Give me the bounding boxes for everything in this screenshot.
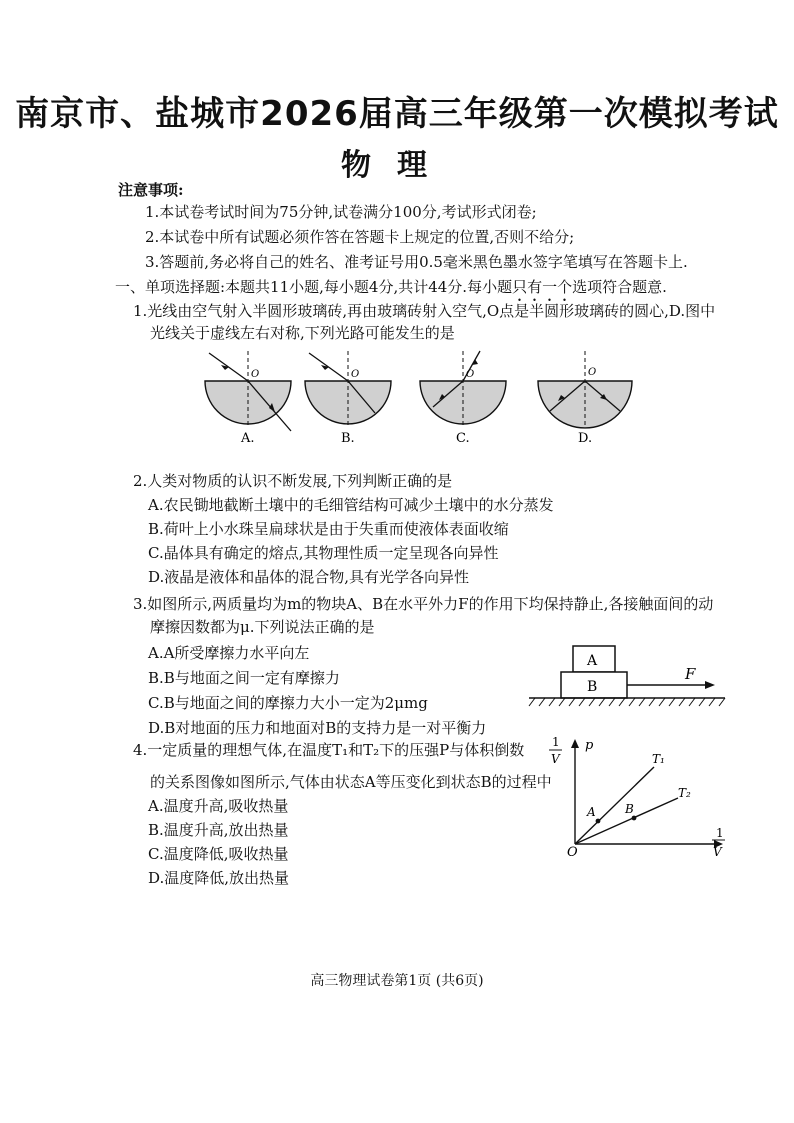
state-b-point [632, 816, 637, 821]
q4-stem-fraction-den: V [551, 752, 560, 766]
y-axis-label: p [585, 738, 594, 753]
q3-stem-line2: 摩擦因数都为μ.下列说法正确的是 [150, 618, 375, 636]
x-axis-label-den: V [713, 845, 722, 859]
force-label: F [685, 665, 696, 683]
block-b-label: B [587, 679, 598, 695]
q4-option-a: A.温度升高,吸收热量 [148, 797, 289, 815]
q4-option-b: B.温度升高,放出热量 [148, 821, 289, 839]
t2-label: T₂ [678, 786, 691, 800]
origin-label: O [567, 845, 578, 860]
q4-stem-fraction-num: 1 [552, 735, 560, 749]
page-footer: 高三物理试卷第1页 (共6页) [310, 973, 484, 989]
q2-option-a: A.农民锄地截断土壤中的毛细管结构可减少土壤中的水分蒸发 [148, 496, 554, 514]
q1-option-a-diagram [205, 351, 291, 446]
t1-label: T₁ [652, 752, 665, 766]
q3-blocks-figure [525, 640, 730, 720]
q3-option-c: C.B与地面之间的摩擦力大小一定为2μmg [148, 694, 428, 712]
q1-a-center-label: O [251, 369, 260, 380]
q3-option-d: D.B对地面的压力和地面对B的支持力是一对平衡力 [148, 719, 487, 737]
subject-title: 物理 [341, 148, 453, 183]
exam-title: 南京市、盐城市2026届高三年级第一次模拟考试 [15, 94, 779, 134]
q4-pv-graph [558, 736, 740, 864]
state-b-label: B [625, 802, 634, 816]
x-axis-label-num: 1 [716, 826, 724, 840]
q3-option-b: B.B与地面之间一定有摩擦力 [148, 669, 340, 687]
q2-option-d: D.液晶是液体和晶体的混合物,具有光学各向异性 [148, 568, 470, 586]
q2-option-c: C.晶体具有确定的熔点,其物理性质一定呈现各向异性 [148, 544, 499, 562]
q1-option-d-diagram [538, 351, 632, 446]
q1-figure [195, 345, 645, 450]
q1-c-center-label: O [466, 369, 475, 380]
q1-b-center-label: O [351, 369, 360, 380]
ground-hatch [529, 698, 725, 706]
q1-stem-line2: 光线关于虚线左右对称,下列光路可能发生的是 [150, 324, 455, 342]
q2-stem: 2.人类对物质的认识不断发展,下列判断正确的是 [133, 472, 453, 490]
section1-heading-after: 选项符合题意. [572, 278, 667, 296]
q1-stem-line1: 1.光线由空气射入半圆形玻璃砖,再由玻璃砖射入空气,O点是半圆形玻璃砖的圆心,D.图中 [133, 302, 716, 320]
q1-option-c-label: C. [456, 431, 470, 446]
notice-heading: 注意事项: [118, 181, 184, 199]
state-a-point [596, 819, 601, 824]
section1-heading-before: 一、单项选择题:本题共11小题,每小题4分,共计44分.每小题 [115, 278, 513, 296]
notice-item-1: 1.本试卷考试时间为75分钟,试卷满分100分,考试形式闭卷; [145, 203, 537, 221]
notice-item-3: 3.答题前,务必将自己的姓名、准考证号用0.5毫米黑色墨水签字笔填写在答题卡上. [145, 253, 688, 271]
q1-option-d-label: D. [578, 431, 593, 446]
q4-option-c: C.温度降低,吸收热量 [148, 845, 289, 863]
q3-stem-line1: 3.如图所示,两质量均为m的物块A、B在水平外力F的作用下均保持静止,各接触面间的动 [133, 595, 714, 613]
q3-option-a: A.A所受摩擦力水平向左 [148, 644, 310, 662]
q1-option-c-diagram [420, 351, 506, 446]
q4-stem-line2: 的关系图像如图所示,气体由状态A等压变化到状态B的过程中 [150, 773, 552, 791]
q4-option-d: D.温度降低,放出热量 [148, 869, 290, 887]
notice-item-2: 2.本试卷中所有试题必须作答在答题卡上规定的位置,否则不给分; [145, 228, 575, 246]
q1-option-b-diagram [305, 351, 391, 446]
q1-option-a-label: A. [241, 431, 255, 446]
q4-stem-line1: 4.一定质量的理想气体,在温度T₁和T₂下的压强P与体积倒数 [133, 741, 525, 759]
section1-heading-emphasis: 只有一个 [512, 278, 573, 296]
q1-option-b-label: B. [341, 431, 355, 446]
state-a-label: A [587, 805, 596, 819]
q2-option-b: B.荷叶上小水珠呈扁球状是由于失重而使液体表面收缩 [148, 520, 509, 538]
q1-d-center-label: O [588, 367, 597, 378]
block-a-label: A [587, 653, 598, 669]
